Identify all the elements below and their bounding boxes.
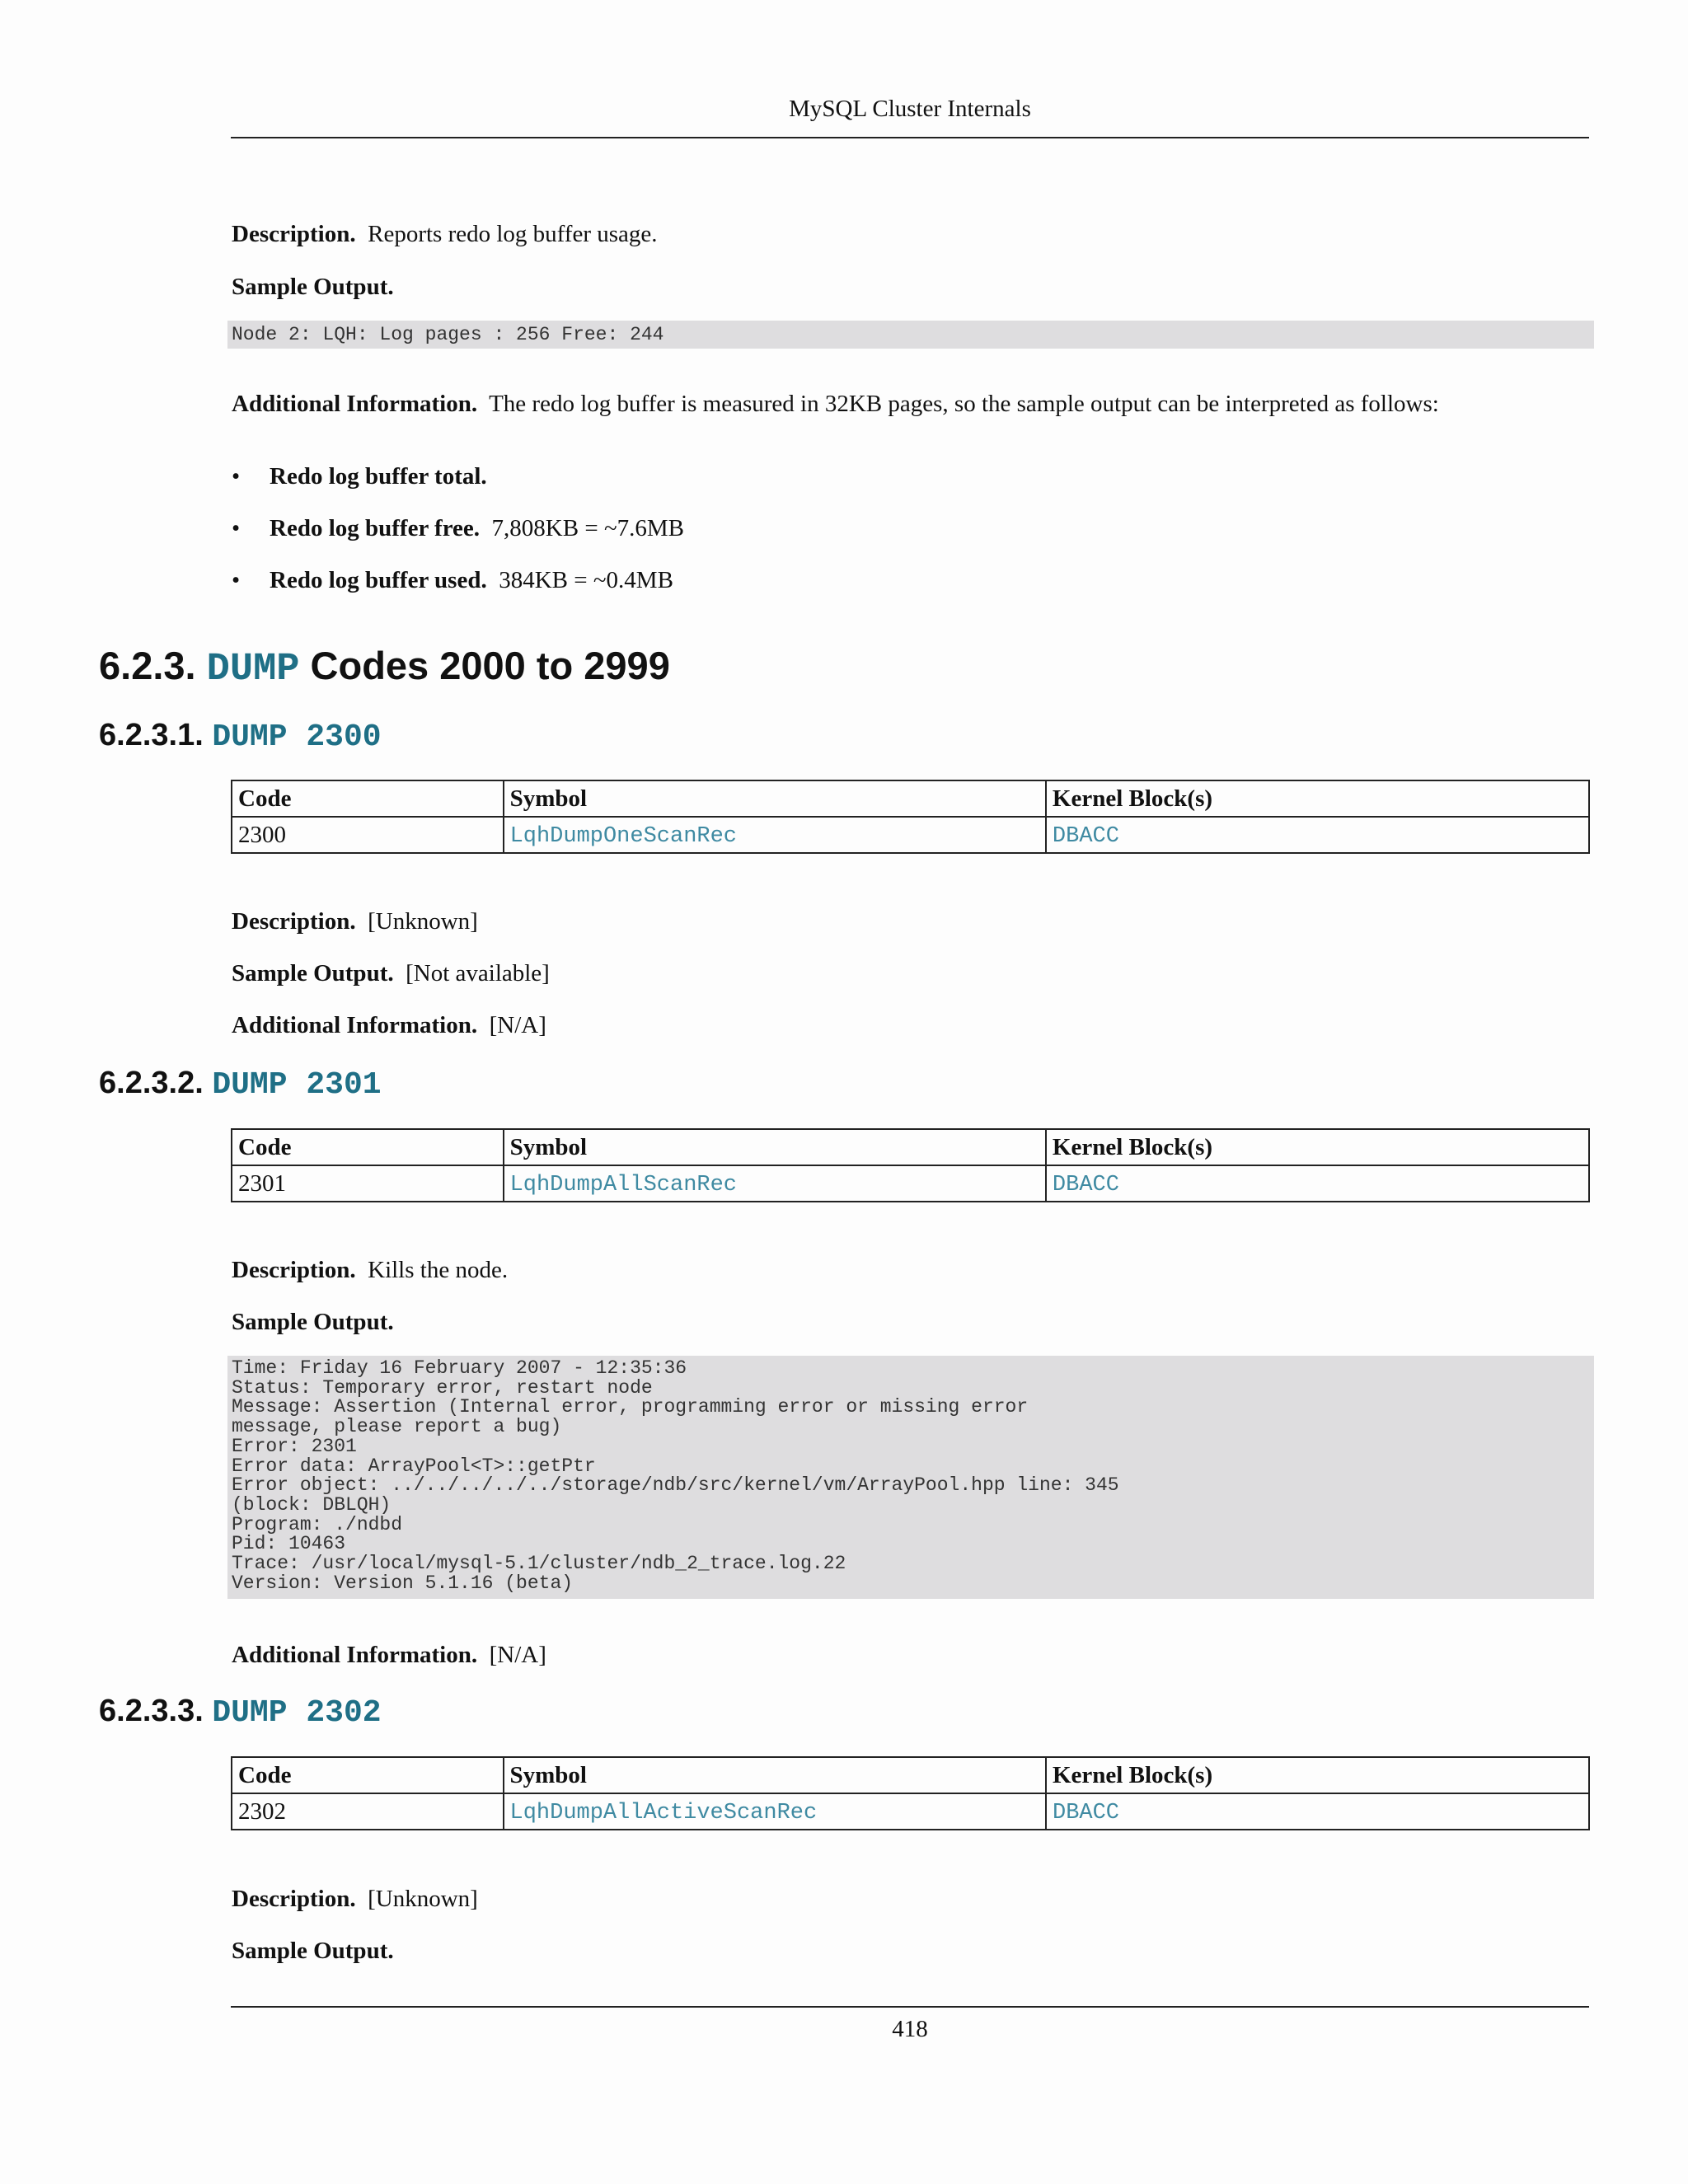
section-title: Codes 2000 to 2999 [310, 644, 670, 687]
sample-output-text: [Not available] [406, 960, 550, 987]
kernel-block-link[interactable]: DBACC [1052, 824, 1119, 849]
additional-info-label: Additional Information. [232, 1012, 478, 1038]
column-header-symbol: Symbol [504, 1129, 1046, 1165]
symbol-link[interactable]: LqhDumpAllScanRec [509, 1173, 738, 1197]
column-header-code: Code [232, 780, 504, 817]
table-header-row [232, 1129, 1589, 1165]
header-rule [231, 137, 1589, 138]
dump-2302-description [232, 1884, 478, 1914]
description-text: [Unknown] [368, 908, 478, 935]
code-cell: 2301 [232, 1165, 504, 1202]
bullet-text: 7,808KB = ~7.6MB [491, 515, 685, 541]
section-code-link[interactable]: DUMP [206, 648, 300, 691]
sample-output-label: Sample Output. [232, 1309, 394, 1335]
section-number: 6.2.3. [99, 644, 196, 687]
table-row [232, 1165, 1589, 1202]
subsection-number: 6.2.3.3. [99, 1694, 204, 1728]
intro-description [232, 219, 658, 249]
bullet-icon: • [232, 515, 241, 541]
bullet-label: Redo log buffer free. [270, 515, 481, 541]
dump-2301-additional-info [232, 1640, 546, 1670]
additional-info-text: [N/A] [489, 1642, 546, 1668]
code-cell: 2300 [232, 817, 504, 853]
section-heading [99, 643, 670, 693]
dump-2300-heading [99, 716, 382, 757]
additional-info-label: Additional Information. [232, 391, 478, 417]
dump-2300-link[interactable]: DUMP 2300 [212, 719, 382, 755]
description-label: Description. [232, 221, 356, 247]
description-label: Description. [232, 908, 356, 935]
symbol-link[interactable]: LqhDumpOneScanRec [509, 824, 738, 849]
sample-output-code: Time: Friday 16 February 2007 - 12:35:36 Status: Temporary error, restart node Message: Assertion (Internal error, programming error or missing error message, please report a bug) Error: 2301 Error data: ArrayPool<T>::getPtr Error object: ../../../../../storage/ndb/src/kernel/vm/ArrayPool.hpp line: 345 (block: DBLQH) Program: ./ndbd Pid: 10463 Trace: /usr/local/mysql-5.1/cluster/ndb_2_trace.log.22 Version: Version 5.1.16 (beta) [227, 1356, 1594, 1599]
column-header-symbol: Symbol [504, 1757, 1046, 1793]
description-text: [Unknown] [368, 1886, 478, 1912]
dump-2302-sample-label [232, 1936, 394, 1966]
page-number: 418 [892, 2016, 928, 2042]
kernel-block-link[interactable]: DBACC [1052, 1173, 1119, 1197]
code-cell: 2302 [232, 1793, 504, 1830]
running-header: MySQL Cluster Internals [789, 96, 1031, 122]
table-row [232, 1793, 1589, 1830]
column-header-kernel: Kernel Block(s) [1046, 1757, 1589, 1793]
table-header-row [232, 1757, 1589, 1793]
sample-output-code: Node 2: LQH: Log pages : 256 Free: 244 [227, 321, 1594, 349]
column-header-symbol: Symbol [504, 780, 1046, 817]
footer-rule [231, 2006, 1589, 2008]
additional-info-text: The redo log buffer is measured in 32KB pages, so the sample output can be interpreted as follows: [489, 391, 1439, 417]
description-label: Description. [232, 1257, 356, 1283]
bullet-icon: • [232, 463, 241, 490]
intro-sample-label [232, 272, 394, 302]
sample-output-label: Sample Output. [232, 274, 394, 300]
dump-2300-description [232, 907, 478, 936]
description-label: Description. [232, 1886, 356, 1912]
list-item [232, 462, 684, 513]
dump-2301-description [232, 1255, 508, 1285]
subsection-number: 6.2.3.1. [99, 718, 204, 752]
column-header-kernel: Kernel Block(s) [1046, 1129, 1589, 1165]
column-header-code: Code [232, 1129, 504, 1165]
dump-2300-table [231, 780, 1590, 854]
column-header-code: Code [232, 1757, 504, 1793]
dump-2301-link[interactable]: DUMP 2301 [212, 1067, 382, 1103]
table-row [232, 817, 1589, 853]
subsection-number: 6.2.3.2. [99, 1066, 204, 1100]
list-item [232, 565, 684, 617]
bullet-icon: • [232, 567, 241, 593]
description-text: Kills the node. [368, 1257, 509, 1283]
dump-2300-sample-output [232, 958, 550, 988]
symbol-link[interactable]: LqhDumpAllActiveScanRec [509, 1801, 818, 1825]
sample-output-label: Sample Output. [232, 960, 394, 987]
table-header-row [232, 780, 1589, 817]
description-text: Reports redo log buffer usage. [368, 221, 658, 247]
redo-log-bullet-list [232, 462, 684, 617]
bullet-label: Redo log buffer total. [270, 463, 487, 490]
sample-output-label: Sample Output. [232, 1938, 394, 1964]
dump-2302-table [231, 1756, 1590, 1830]
dump-2301-sample-label [232, 1307, 394, 1337]
dump-2302-link[interactable]: DUMP 2302 [212, 1695, 382, 1731]
additional-info-label: Additional Information. [232, 1642, 478, 1668]
list-item [232, 513, 684, 565]
dump-2302-heading [99, 1692, 382, 1732]
dump-2301-heading [99, 1064, 382, 1104]
bullet-label: Redo log buffer used. [270, 567, 487, 593]
column-header-kernel: Kernel Block(s) [1046, 780, 1589, 817]
dump-2300-additional-info [232, 1010, 546, 1040]
dump-2301-table [231, 1128, 1590, 1202]
bullet-text: 384KB = ~0.4MB [499, 567, 673, 593]
intro-additional-info [232, 389, 1439, 419]
kernel-block-link[interactable]: DBACC [1053, 1801, 1120, 1825]
additional-info-text: [N/A] [489, 1012, 546, 1038]
